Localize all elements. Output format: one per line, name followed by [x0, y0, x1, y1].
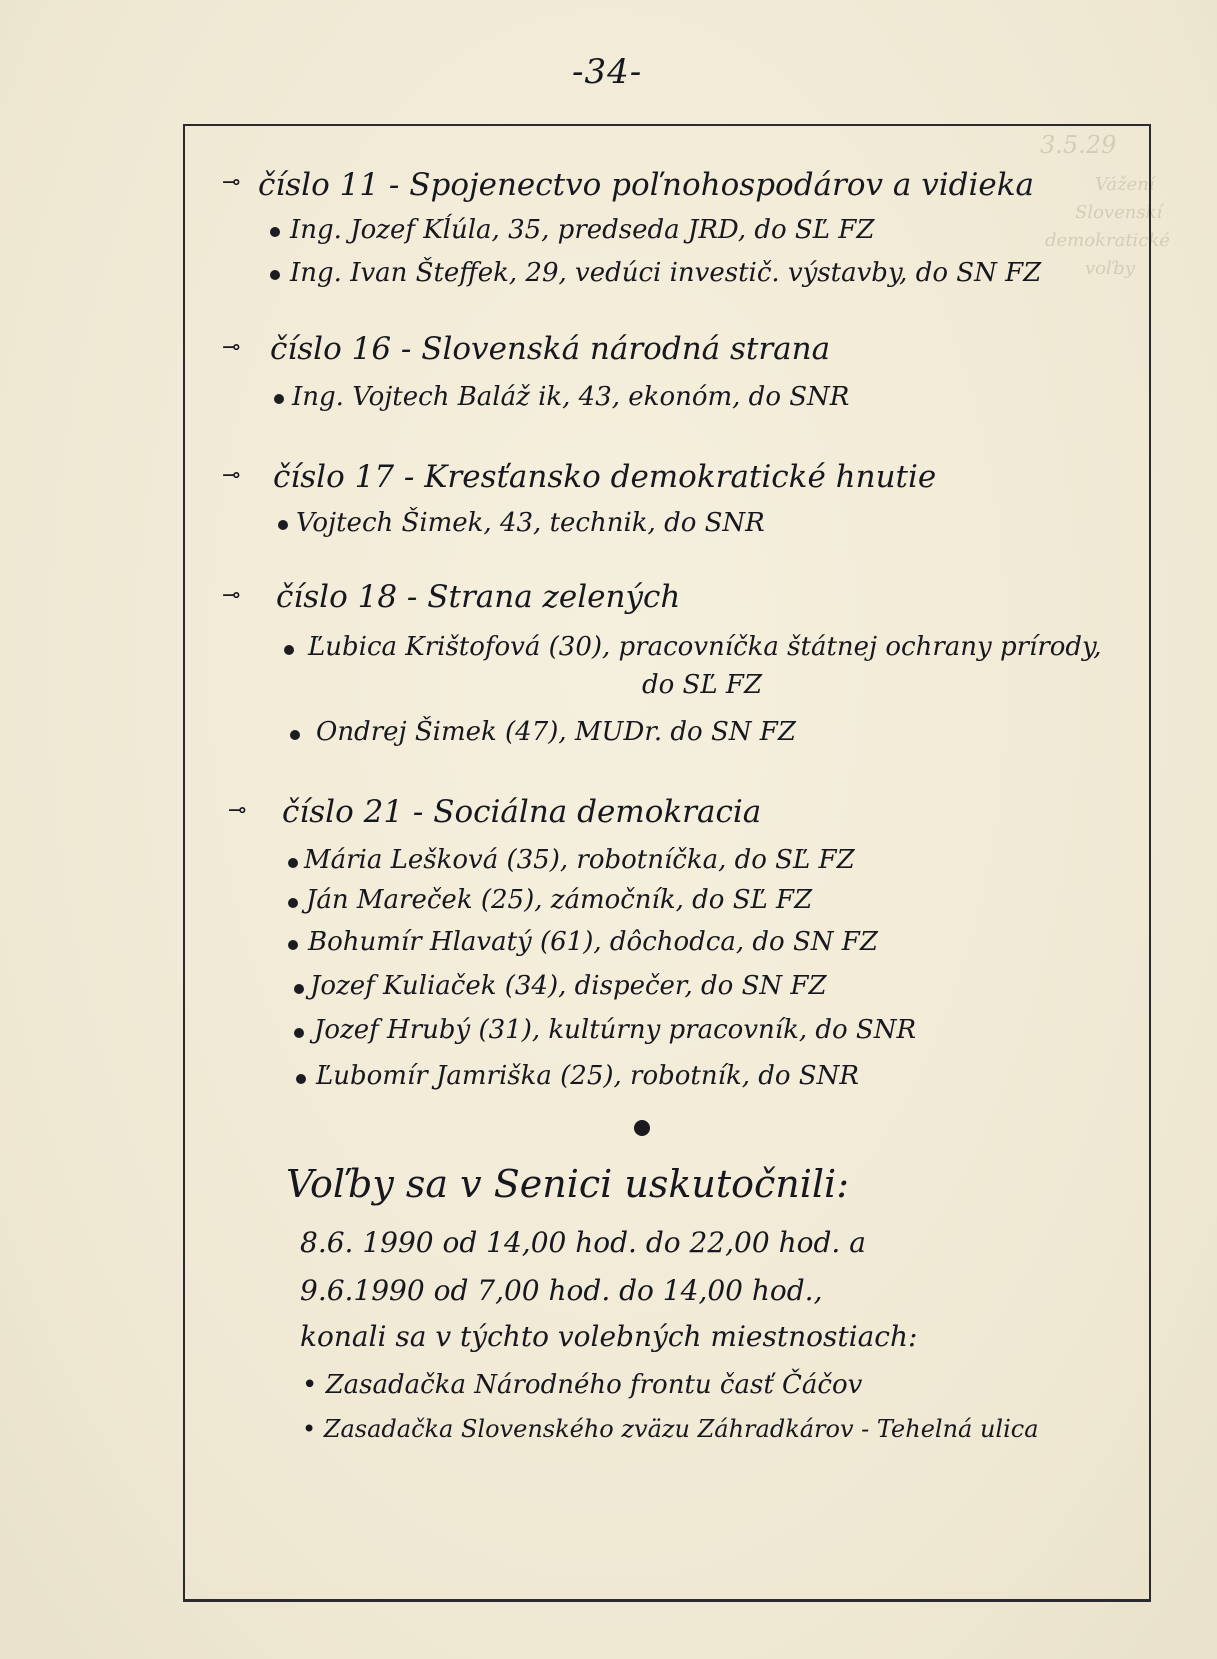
- candidate-line: Jozef Kuliaček (34), dispečer, do SN FZ: [310, 971, 827, 1001]
- bullet-icon: [278, 520, 288, 530]
- bullet-icon: [296, 1074, 306, 1084]
- bullet-icon: [288, 898, 298, 908]
- candidate-line: Ing. Jozef Kĺúla, 35, predseda JRD, do SĽ FZ: [290, 215, 875, 245]
- bleed-through-text: demokratické: [1045, 230, 1170, 251]
- bleed-through-text: Vážení: [1095, 174, 1155, 195]
- candidate-line: do SĽ FZ: [642, 670, 763, 700]
- bullet-icon: [270, 270, 280, 280]
- candidate-line: Ondrej Šimek (47), MUDr. do SN FZ: [316, 717, 796, 747]
- party-heading: číslo 16 - Slovenská národná strana: [270, 331, 831, 367]
- party-marker-icon: ⊸: [222, 583, 241, 608]
- party-marker-icon: ⊸: [222, 170, 241, 195]
- elections-line: konali sa v týchto volebných miestnostiach:: [300, 1320, 918, 1353]
- party-marker-icon: ⊸: [228, 798, 247, 823]
- party-heading: číslo 11 - Spojenectvo poľnohospodárov a vidieka: [258, 167, 1035, 203]
- bullet-icon: [270, 227, 280, 237]
- candidate-line: Vojtech Šimek, 43, technik, do SNR: [296, 508, 765, 538]
- party-heading: číslo 18 - Strana zelených: [276, 579, 681, 615]
- bleed-through-text: 3.5.29: [1040, 131, 1117, 159]
- elections-title: Voľby sa v Senici uskutočnili:: [286, 1162, 850, 1206]
- bullet-icon: [288, 940, 298, 950]
- bleed-through-text: voľby: [1085, 258, 1135, 279]
- candidate-line: Ľubica Krištofová (30), pracovníčka štátnej ochrany prírody,: [308, 632, 1102, 662]
- page-number: -34-: [572, 52, 643, 92]
- bullet-icon: [288, 858, 298, 868]
- elections-line: 8.6. 1990 od 14,00 hod. do 22,00 hod. a: [300, 1226, 866, 1259]
- candidate-line: Ing. Vojtech Baláž ik, 43, ekonóm, do SNR: [292, 382, 850, 412]
- candidate-line: Mária Lešková (35), robotníčka, do SĽ FZ: [304, 845, 855, 875]
- party-heading: číslo 21 - Sociálna demokracia: [282, 794, 762, 830]
- party-heading: číslo 17 - Kresťansko demokratické hnutie: [273, 459, 937, 495]
- candidate-line: Ľubomír Jamriška (25), robotník, do SNR: [316, 1061, 859, 1091]
- candidate-line: Jozef Hrubý (31), kultúrny pracovník, do SNR: [314, 1015, 917, 1045]
- elections-line: • Zasadačka Slovenského zväzu Záhradkárov - Tehelná ulica: [302, 1415, 1039, 1443]
- bullet-icon: [274, 394, 284, 404]
- elections-line: 9.6.1990 od 7,00 hod. do 14,00 hod.,: [300, 1274, 823, 1307]
- party-marker-icon: ⊸: [222, 335, 241, 360]
- bleed-through-text: Slovenskí: [1075, 202, 1163, 223]
- bullet-icon: [294, 984, 304, 994]
- bullet-icon: [290, 730, 300, 740]
- elections-line: • Zasadačka Národného frontu časť Čáčov: [302, 1370, 863, 1400]
- candidate-line: Bohumír Hlavatý (61), dôchodca, do SN FZ: [308, 927, 878, 957]
- ink-blot: [634, 1120, 650, 1136]
- party-marker-icon: ⊸: [222, 463, 241, 488]
- bullet-icon: [284, 645, 294, 655]
- candidate-line: Ing. Ivan Šteffek, 29, vedúci investič. výstavby, do SN FZ: [290, 258, 1042, 288]
- candidate-line: Ján Mareček (25), zámočník, do SĽ FZ: [306, 885, 813, 915]
- bullet-icon: [294, 1028, 304, 1038]
